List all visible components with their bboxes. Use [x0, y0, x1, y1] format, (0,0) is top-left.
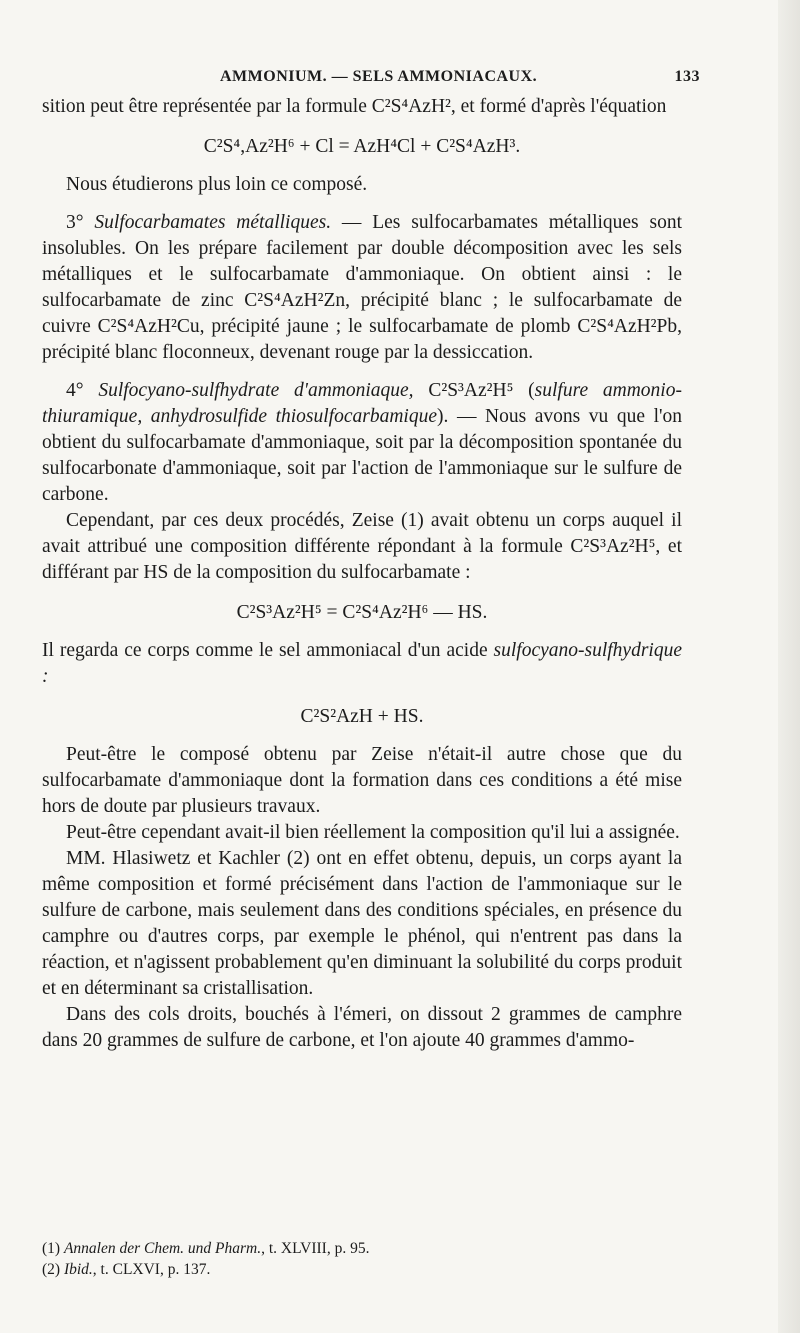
paragraph: Cependant, par ces deux procédés, Zeise (1) avait obtenu un corps auquel il avait attribué une composition différente répondant à la formule C²S³Az²H⁵, et différant par HS de la composition du sulfocarbamate : — [42, 510, 682, 583]
footnotes — [42, 1238, 662, 1280]
formula-equation-1: C²S⁴,Az²H⁶ + Cl = AzH⁴Cl + C²S⁴AzH³. — [203, 136, 521, 157]
paragraph: Nous étudierons plus loin ce composé. — [66, 174, 368, 195]
paragraph: MM. Hlasiwetz et Kachler (2) ont en effet obtenu, depuis, un corps ayant la même composition et formé précisément dans l'action de l'ammoniaque sur le sulfure de carbone, mais seulement dans des conditions spéciales, en présence du camphre ou d'autres corps, par exemple le phénol, qui n'entrent pas dans la réaction, et n'agissent probablement qu'en diminuant la solubilité du corps produit et en déterminant sa cristallisation. — [42, 848, 682, 999]
paragraph: Dans des cols droits, bouchés à l'émeri, on dissout 2 grammes de camphre dans 20 grammes de sulfure de carbone, et l'on ajoute 40 grammes d'ammo- — [42, 1004, 682, 1051]
section-text: — Les sulfocarbamates métalliques sont insolubles. On les prépare facilement par double décomposition avec les sels métalliques et le sulfocarbamate d'ammoniaque. On obtient ainsi : le sulfocarbamate de zinc C²S⁴AzH²Zn, précipité blanc ; le sulfocarbamate de cuivre C²S⁴AzH²Cu, précipité jaune ; le sulfocarbamate de plomb C²S⁴AzH²Pb, précipité blanc floconneux, devenant rouge par la dessiccation. — [42, 212, 682, 363]
paragraph — [42, 638, 682, 690]
paragraph: Peut-être cependant avait-il bien réellement la composition qu'il lui a assignée. — [66, 822, 680, 843]
section-formula: C²S³Az²H⁵ ( — [413, 380, 535, 401]
running-title: AMMONIUM. — SELS AMMONIACAUX. — [220, 68, 538, 85]
formula-equation-2: C²S³Az²H⁵ = C²S⁴Az²H⁶ — HS. — [236, 602, 488, 623]
section-number: 3° — [66, 212, 95, 233]
facing-page-bleed — [778, 0, 800, 1333]
section-synonyms: sulfure ammonio-thiuramique, anhydrosulfide thiosulfocarbamique — [42, 380, 682, 427]
paragraph: sition peut être représentée par la formule C²S⁴AzH², et formé d'après l'équation — [42, 96, 667, 117]
footnote-number: (2) — [42, 1261, 64, 1278]
body-text — [42, 94, 682, 1054]
section-number: 4° — [66, 380, 99, 401]
section-sulfocyano-sulfhydrate — [42, 378, 682, 508]
paragraph-text: Il regarda ce corps comme le sel ammoniacal d'un acide — [42, 640, 494, 661]
section-title: Sulfocarbamates métalliques. — [94, 212, 332, 233]
footnote-ref: , t. XLVIII, p. 95. — [261, 1240, 370, 1257]
section-text: ). — Nous avons vu que l'on obtient du sulfocarbamate d'ammoniaque, soit par la décomposition spontanée du sulfocarbonate d'ammoniaque, soit par l'action de l'ammoniaque sur le sulfure de carbone. — [42, 406, 682, 505]
italic-term: sulfocyano-sulfhydrique : — [42, 640, 682, 687]
footnote-2 — [42, 1259, 662, 1280]
footnote-source: Ibid. — [63, 1261, 93, 1278]
formula-equation-3: C²S²AzH + HS. — [300, 706, 424, 727]
section-title: Sulfocyano-sulfhydrate d'ammoniaque, — [98, 380, 414, 401]
footnote-ref: , t. CLXVI, p. 137. — [92, 1261, 211, 1278]
footnote-1 — [42, 1238, 662, 1259]
footnote-number: (1) — [42, 1240, 64, 1257]
footnote-source: Annalen der Chem. und Pharm. — [63, 1240, 262, 1257]
section-sulfocarbamates-metalliques — [42, 210, 682, 366]
paragraph: Peut-être le composé obtenu par Zeise n'était-il autre chose que du sulfocarbamate d'ammoniaque dont la formation dans ces conditions a été mise hors de doute par plusieurs travaux. — [42, 744, 682, 817]
page-number: 133 — [674, 68, 700, 85]
